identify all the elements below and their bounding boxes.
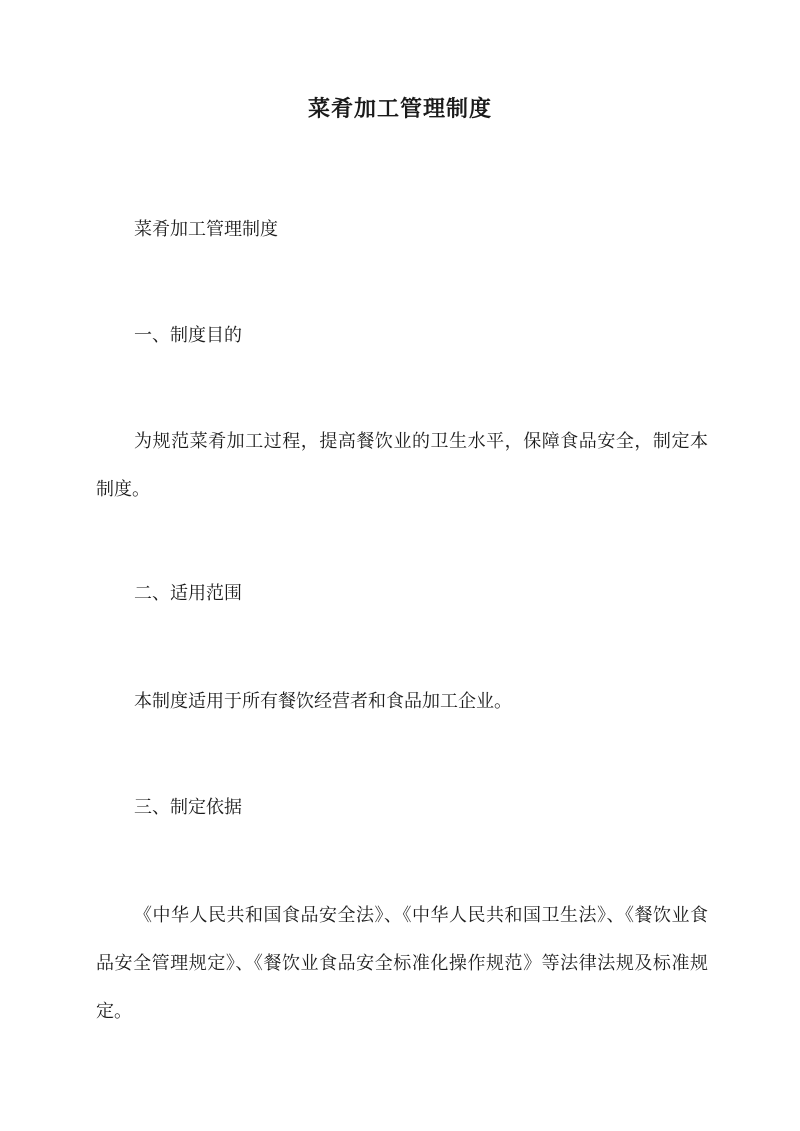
- section-heading-basis: 三、制定依据: [134, 797, 242, 818]
- paragraph-purpose: 为规范菜肴加工过程，提高餐饮业的卫生水平，保障食品安全，制定本制度。: [96, 431, 708, 500]
- paragraph-scope: 本制度适用于所有餐饮经营者和食品加工企业。: [134, 691, 512, 712]
- paragraph-subtitle: 菜肴加工管理制度: [134, 219, 278, 240]
- section-heading-scope: 二、适用范围: [134, 583, 242, 604]
- section-heading-purpose: 一、制度目的: [134, 325, 242, 346]
- paragraph-basis: 《中华人民共和国食品安全法》、《中华人民共和国卫生法》、《餐饮业食品安全管理规定》、《餐饮业食品安全标准化操作规范》等法律法规及标准规定。: [96, 905, 708, 1022]
- document-title: 菜肴加工管理制度: [307, 96, 492, 122]
